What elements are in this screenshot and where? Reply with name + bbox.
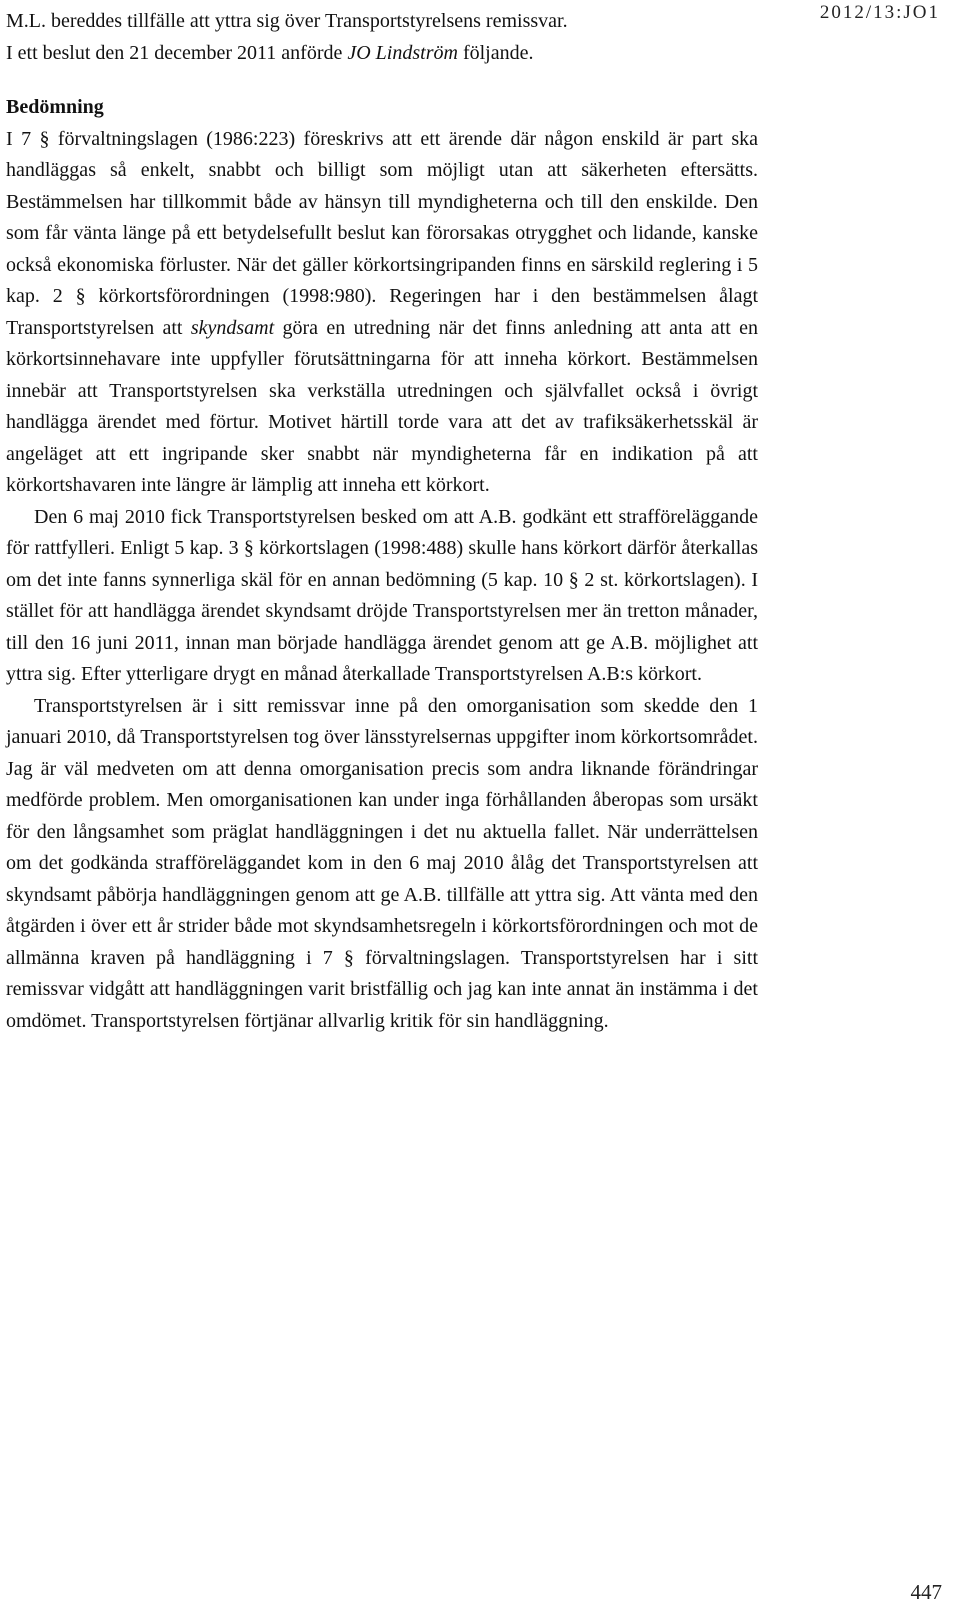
emphasis-skyndsamt: skyndsamt bbox=[190, 316, 275, 339]
page-number: 447 bbox=[910, 1580, 942, 1604]
intro-line: M.L. bereddes tillfälle att yttra sig över Transportstyrelsens remissvar. bbox=[6, 10, 568, 32]
paragraph-3: Transportstyrelsen är i sitt remissvar inne på den omorganisation som skedde den 1 januari 2010, då Transportstyrelsen tog över länsstyrelsernas uppgifter inom körkortsområdet. Jag är väl medveten om att denna omorganisation precis som andra liknande förändringar medförde problem. Men omorganisationen kan under inga förhållanden åberopas som ursäkt för den långsamhet som präglat handläggningen i det nu aktuella fallet. När underrättelsen om det godkända strafföreläggandet kom in den 6 maj 2010 ålåg det Transportstyrelsen att skyndsamt påbörja handläggningen genom att ge A.B. tillfälle att yttra sig. Att vänta med den åtgärden i över ett år strider både mot skyndsamhetsregeln i körkortsförordningen och mot de allmänna kraven på handläggning i 7 § förvaltningslagen. Transportstyrelsen har i sitt remissvar vidgått att handläggningen varit bristfällig och jag kan inte annat än instämma i det omdömet. Transportstyrelsen förtjänar allvarlig kritik för sin handläggning. bbox=[6, 694, 758, 1032]
intro-text-before: I ett beslut den 21 december 2011 anförde bbox=[6, 41, 348, 64]
ombudsman-name: JO Lindström bbox=[347, 41, 458, 64]
intro-text-after: följande. bbox=[457, 41, 534, 64]
paragraph-1 bbox=[6, 124, 758, 502]
paragraph-1-text-a: I 7 § förvaltningslagen (1986:223) föreskrivs att ett ärende där någon enskild är part ska handläggas så enkelt, snabbt och billigt som möjligt utan att säkerheten eftersätts. Bestämmelsen har tillkommit både av hänsyn till myndigheterna och till den enskilde. Den som får vänta länge på ett betydelsefullt beslut kan förorsakas otrygghet och lidande, kanske också ekonomiska förluster. När det gäller körkortsingripanden finns en särskild reglering i 5 kap. 2 § körkortsförordningen (1998:980). Regeringen har i den bestämmelsen ålagt Transportstyrelsen att bbox=[6, 127, 758, 339]
paragraph-2: Den 6 maj 2010 fick Transportstyrelsen besked om att A.B. godkänt ett strafföreläggande för rattfylleri. Enligt 5 kap. 3 § körkortslagen (1998:488) skulle hans körkort därför återkallas om det inte fanns synnerliga skäl för en annan bedömning (5 kap. 10 § 2 st. körkortslagen). I stället för att handlägga ärendet skyndsamt dröjde Transportstyrelsen mer än tretton månader, till den 16 juni 2011, innan man började handlägga ärendet genom att ge A.B. möjlighet att yttra sig. Efter ytterligare drygt en månad återkallade Transportstyrelsen A.B:s körkort. bbox=[6, 505, 758, 685]
document-body bbox=[6, 6, 758, 1037]
document-reference: 2012/13:JO1 bbox=[819, 2, 940, 23]
section-heading: Bedömning bbox=[6, 96, 104, 118]
intro-line-decision bbox=[6, 38, 758, 70]
paragraph-1-text-b: göra en utredning när det finns anledning att anta att en körkortsinnehavare inte uppfyller förutsättningarna för att inneha körkort. Bestämmelsen innebär att Transportstyrelsen ska verkställa utredningen och självfallet också i övrigt handlägga ärendet med förtur. Motivet härtill torde vara att det av trafiksäkerhetsskäl är angeläget att ett ingripande sker snabbt när myndigheterna får en indikation på att körkortshavaren inte längre är lämplig att inneha ett körkort. bbox=[6, 316, 758, 496]
